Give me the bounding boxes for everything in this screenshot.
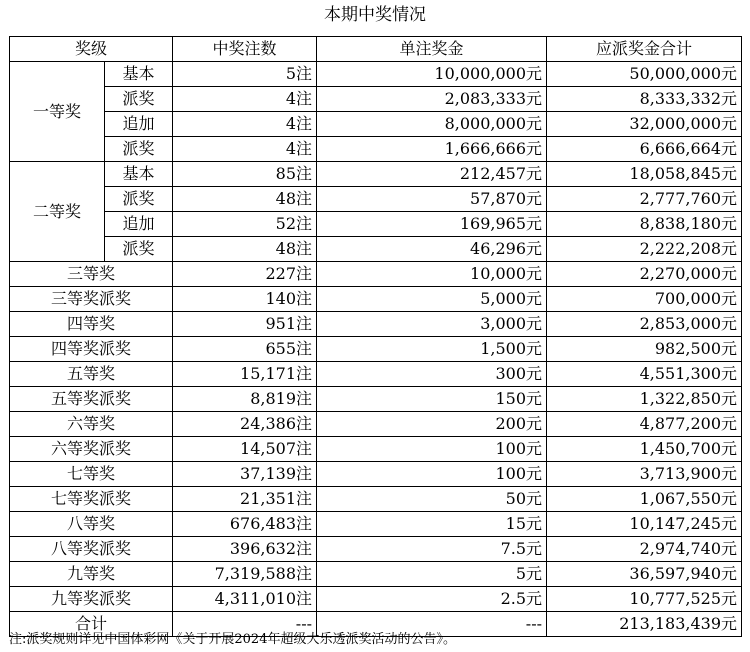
winner-count-cell: 4,311,010注 xyxy=(173,587,317,612)
winner-count-cell: 951注 xyxy=(173,312,317,337)
winner-count-cell: 4注 xyxy=(173,137,317,162)
unit-prize-cell: 10,000元 xyxy=(317,262,547,287)
winner-count-cell: 52注 xyxy=(173,212,317,237)
prize-sublevel-cell: 派奖 xyxy=(105,137,173,162)
prize-level-cell: 三等奖派奖 xyxy=(10,287,173,312)
total-prize-cell: 10,777,525元 xyxy=(547,587,742,612)
prize-level-cell: 四等奖派奖 xyxy=(10,337,173,362)
table-row xyxy=(10,287,742,312)
prize-level-cell: 七等奖派奖 xyxy=(10,487,173,512)
prize-level-cell: 九等奖 xyxy=(10,562,173,587)
table-header-row xyxy=(10,37,742,62)
total-prize-cell: 2,974,740元 xyxy=(547,537,742,562)
unit-prize-cell: 169,965元 xyxy=(317,212,547,237)
winner-count-cell: 655注 xyxy=(173,337,317,362)
table-row xyxy=(10,462,742,487)
unit-prize-cell: 50元 xyxy=(317,487,547,512)
total-prize-cell: 700,000元 xyxy=(547,287,742,312)
total-prize-cell: 2,777,760元 xyxy=(547,187,742,212)
total-prize-cell: 1,450,700元 xyxy=(547,437,742,462)
table-row xyxy=(10,187,742,212)
unit-prize-cell: 2,083,333元 xyxy=(317,87,547,112)
unit-prize-cell: 7.5元 xyxy=(317,537,547,562)
unit-prize-cell: 15元 xyxy=(317,512,547,537)
total-prize-cell: 32,000,000元 xyxy=(547,112,742,137)
winner-count-cell: 48注 xyxy=(173,237,317,262)
table-row xyxy=(10,362,742,387)
unit-prize-cell: 5元 xyxy=(317,562,547,587)
table-row xyxy=(10,312,742,337)
unit-prize-cell: 5,000元 xyxy=(317,287,547,312)
prize-sublevel-cell: 基本 xyxy=(105,162,173,187)
footnote: 注:派奖规则详见中国体彩网《关于开展2024年超级大乐透派奖活动的公告》。 xyxy=(9,632,456,647)
summary-label-cell: 合计 xyxy=(10,612,173,637)
winner-count-cell: 4注 xyxy=(173,87,317,112)
unit-prize-cell: 300元 xyxy=(317,362,547,387)
header-level: 奖级 xyxy=(10,37,173,62)
header-unit-prize: 单注奖金 xyxy=(317,37,547,62)
total-prize-cell: 8,838,180元 xyxy=(547,212,742,237)
table-row xyxy=(10,212,742,237)
table-row xyxy=(10,262,742,287)
total-prize-cell: 4,551,300元 xyxy=(547,362,742,387)
winner-count-cell: 676,483注 xyxy=(173,512,317,537)
unit-prize-cell: 1,500元 xyxy=(317,337,547,362)
table-row xyxy=(10,512,742,537)
summary-total-cell: 213,183,439元 xyxy=(547,612,742,637)
total-prize-cell: 50,000,000元 xyxy=(547,62,742,87)
unit-prize-cell: 57,870元 xyxy=(317,187,547,212)
table-row xyxy=(10,537,742,562)
prize-level-cell: 八等奖 xyxy=(10,512,173,537)
prize-level-cell: 二等奖 xyxy=(10,162,105,262)
table-row xyxy=(10,587,742,612)
prize-level-cell: 五等奖 xyxy=(10,362,173,387)
total-prize-cell: 1,322,850元 xyxy=(547,387,742,412)
table-row xyxy=(10,112,742,137)
total-prize-cell: 3,713,900元 xyxy=(547,462,742,487)
table-row xyxy=(10,162,742,187)
winner-count-cell: 37,139注 xyxy=(173,462,317,487)
winner-count-cell: 85注 xyxy=(173,162,317,187)
prize-sublevel-cell: 派奖 xyxy=(105,187,173,212)
prize-level-cell: 六等奖派奖 xyxy=(10,437,173,462)
table-row xyxy=(10,562,742,587)
unit-prize-cell: 212,457元 xyxy=(317,162,547,187)
prize-level-cell: 一等奖 xyxy=(10,62,105,162)
table-row xyxy=(10,87,742,112)
total-prize-cell: 10,147,245元 xyxy=(547,512,742,537)
prize-level-cell: 九等奖派奖 xyxy=(10,587,173,612)
unit-prize-cell: 3,000元 xyxy=(317,312,547,337)
winner-count-cell: 21,351注 xyxy=(173,487,317,512)
total-prize-cell: 982,500元 xyxy=(547,337,742,362)
header-count: 中奖注数 xyxy=(173,37,317,62)
prize-sublevel-cell: 基本 xyxy=(105,62,173,87)
total-prize-cell: 8,333,332元 xyxy=(547,87,742,112)
winner-count-cell: 24,386注 xyxy=(173,412,317,437)
unit-prize-cell: 100元 xyxy=(317,437,547,462)
winner-count-cell: 14,507注 xyxy=(173,437,317,462)
summary-count-cell: --- xyxy=(173,612,317,637)
prize-table xyxy=(9,36,742,637)
winner-count-cell: 5注 xyxy=(173,62,317,87)
unit-prize-cell: 200元 xyxy=(317,412,547,437)
table-row xyxy=(10,412,742,437)
header-total-prize: 应派奖金合计 xyxy=(547,37,742,62)
table-row xyxy=(10,137,742,162)
unit-prize-cell: 8,000,000元 xyxy=(317,112,547,137)
table-row xyxy=(10,437,742,462)
unit-prize-cell: 46,296元 xyxy=(317,237,547,262)
table-body xyxy=(10,62,742,637)
unit-prize-cell: 1,666,666元 xyxy=(317,137,547,162)
winner-count-cell: 140注 xyxy=(173,287,317,312)
winner-count-cell: 48注 xyxy=(173,187,317,212)
prize-sublevel-cell: 派奖 xyxy=(105,237,173,262)
table-row xyxy=(10,487,742,512)
total-prize-cell: 6,666,664元 xyxy=(547,137,742,162)
winner-count-cell: 7,319,588注 xyxy=(173,562,317,587)
table-row xyxy=(10,62,742,87)
total-prize-cell: 18,058,845元 xyxy=(547,162,742,187)
unit-prize-cell: 10,000,000元 xyxy=(317,62,547,87)
total-prize-cell: 1,067,550元 xyxy=(547,487,742,512)
total-prize-cell: 36,597,940元 xyxy=(547,562,742,587)
prize-level-cell: 七等奖 xyxy=(10,462,173,487)
summary-unit-cell: --- xyxy=(317,612,547,637)
table-row xyxy=(10,387,742,412)
winner-count-cell: 4注 xyxy=(173,112,317,137)
unit-prize-cell: 150元 xyxy=(317,387,547,412)
total-prize-cell: 4,877,200元 xyxy=(547,412,742,437)
page-title: 本期中奖情况 xyxy=(324,5,426,25)
prize-sublevel-cell: 派奖 xyxy=(105,87,173,112)
prize-sublevel-cell: 追加 xyxy=(105,212,173,237)
total-prize-cell: 2,853,000元 xyxy=(547,312,742,337)
prize-sublevel-cell: 追加 xyxy=(105,112,173,137)
prize-level-cell: 六等奖 xyxy=(10,412,173,437)
total-prize-cell: 2,222,208元 xyxy=(547,237,742,262)
table-row xyxy=(10,337,742,362)
winner-count-cell: 15,171注 xyxy=(173,362,317,387)
prize-level-cell: 三等奖 xyxy=(10,262,173,287)
prize-level-cell: 八等奖派奖 xyxy=(10,537,173,562)
unit-prize-cell: 100元 xyxy=(317,462,547,487)
total-prize-cell: 2,270,000元 xyxy=(547,262,742,287)
table-row xyxy=(10,237,742,262)
unit-prize-cell: 2.5元 xyxy=(317,587,547,612)
prize-level-cell: 四等奖 xyxy=(10,312,173,337)
winner-count-cell: 227注 xyxy=(173,262,317,287)
prize-level-cell: 五等奖派奖 xyxy=(10,387,173,412)
winner-count-cell: 396,632注 xyxy=(173,537,317,562)
winner-count-cell: 8,819注 xyxy=(173,387,317,412)
